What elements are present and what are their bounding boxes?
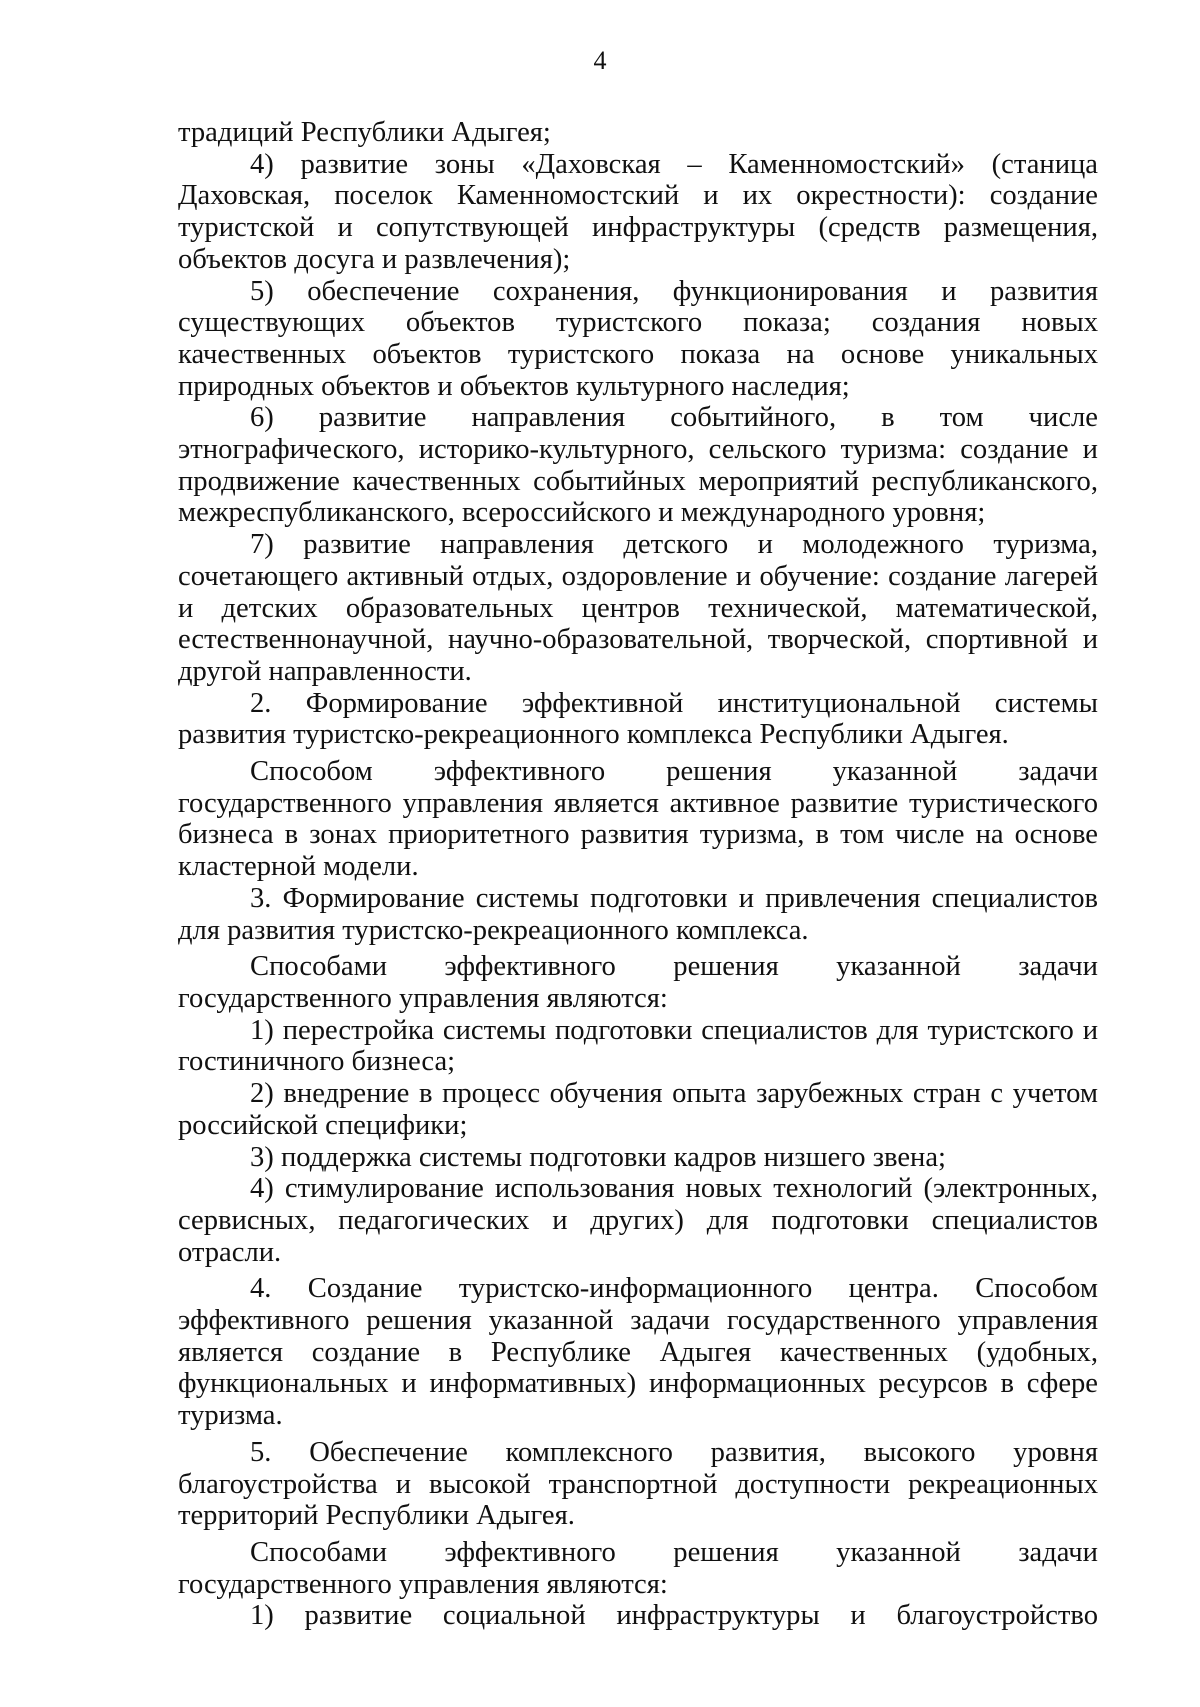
paragraph: Способом эффективного решения указанной задачи государственного управления является активное развитие туристического бизнеса в зонах приоритетного развития туризма, в том числе на основе кластерной модели. [178,756,1098,883]
paragraph: 7) развитие направления детского и молодежного туризма, сочетающего активный отдых, оздоровление и обучение: создание лагерей и детских образовательных центров технической, математической, естественнонаучной, научно-образовательной, творческой, спортивной и другой направленности. [178,529,1098,687]
paragraph: 1) развитие социальной инфраструктуры и благоустройство [250,1600,1098,1632]
paragraph: 2) внедрение в процесс обучения опыта зарубежных стран с учетом российской специфики; [178,1078,1098,1141]
document-body [178,117,1098,1632]
paragraph: 1) перестройка системы подготовки специалистов для туристского и гостиничного бизнеса; [178,1014,1098,1078]
paragraph: 5) обеспечение сохранения, функционирования и развития существующих объектов туристского показа; создания новых качественных объектов туристского показа на основе уникальных природных объектов и объектов культурного наследия; [178,275,1098,402]
paragraph: 4. Создание туристско-информационного центра. Способом эффективного решения указанной задачи государственного управления является создание в Республике Адыгея качественных (удобных, функциональных и информативных) информационных ресурсов в сфере туризма. [178,1273,1098,1432]
paragraph: 4) развитие зоны «Даховская – Каменномостский» (станица Даховская, поселок Каменномостский и их окрестности): создание туристской и сопутствующей инфраструктуры (средств размещения, объектов досуга и развлечения); [178,148,1098,275]
paragraph: 3. Формирование системы подготовки и привлечения специалистов для развития туристско-рекреационного комплекса. [178,882,1098,946]
paragraph: Способами эффективного решения указанной задачи государственного управления являются: [178,1536,1098,1600]
page-number: 4 [593,46,607,75]
paragraph: 3) поддержка системы подготовки кадров низшего звена; [250,1141,946,1173]
paragraph: 4) стимулирование использования новых технологий (электронных, сервисных, педагогических и других) для подготовки специалистов отрасли. [178,1173,1098,1268]
paragraph: 2. Формирование эффективной институциональной системы развития туристско-рекреационного комплекса Республики Адыгея. [178,687,1098,751]
paragraph: Способами эффективного решения указанной задачи государственного управления являются: [178,951,1098,1014]
paragraph: 6) развитие направления событийного, в том числе этнографического, историко-культурного, сельского туризма: создание и продвижение качественных событийных мероприятий республиканского, межреспубликанского, всероссийского и международного уровня; [178,402,1098,529]
paragraph: 5. Обеспечение комплексного развития, высокого уровня благоустройства и высокой транспортной доступности рекреационных территорий Республики Адыгея. [178,1436,1098,1532]
paragraph: традиций Республики Адыгея; [178,117,551,148]
